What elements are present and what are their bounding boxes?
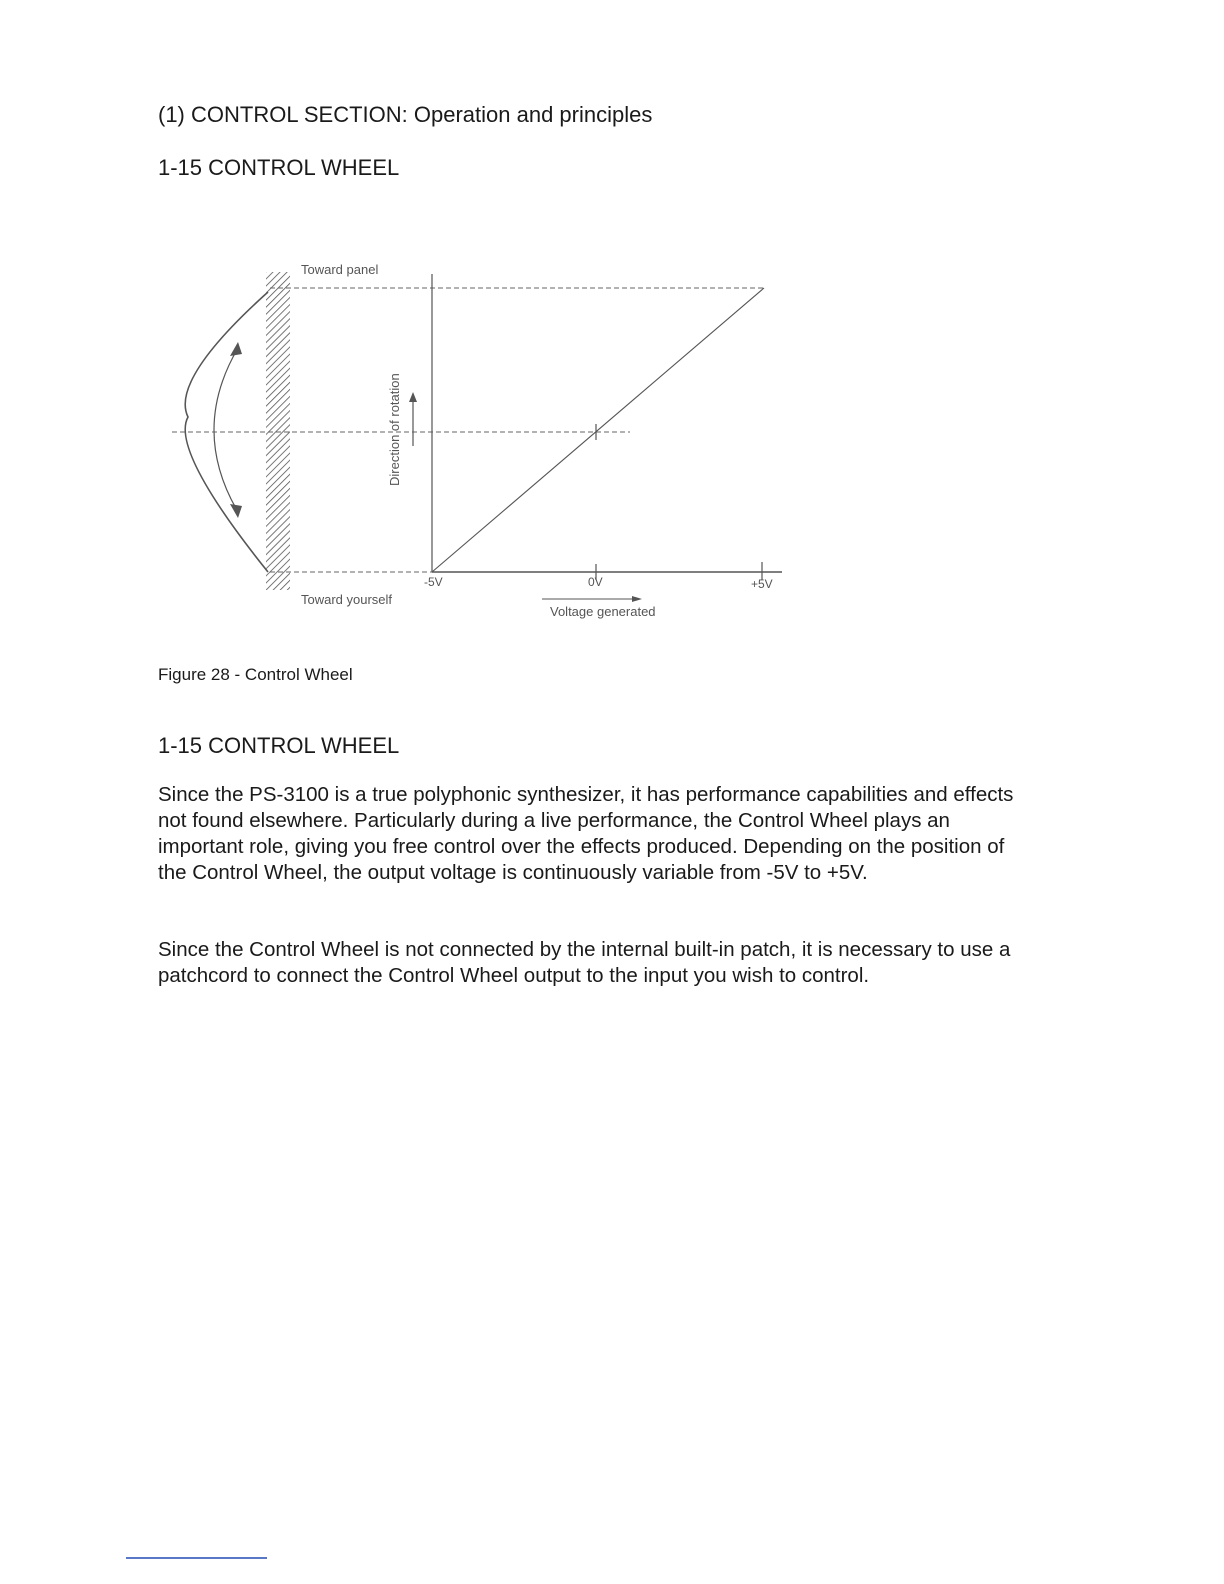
rotation-arrow-head-up	[230, 342, 242, 356]
tick-label-plus-5v: +5V	[751, 577, 773, 591]
label-direction-of-rotation: Direction of rotation	[387, 373, 402, 486]
footnote-rule	[126, 1557, 267, 1559]
figure-section-title: 1-15 CONTROL WHEEL	[158, 155, 400, 180]
control-wheel-diagram	[160, 250, 800, 630]
body-section-title: 1-15 CONTROL WHEEL	[158, 733, 400, 758]
rotation-arc-arrow	[214, 348, 238, 512]
direction-arrow-head	[409, 392, 417, 402]
figure-caption: Figure 28 - Control Wheel	[158, 665, 353, 684]
label-voltage-generated: Voltage generated	[550, 604, 656, 619]
tick-label-0v: 0V	[588, 575, 603, 589]
voltage-arrow-head	[632, 596, 642, 602]
panel-hatch	[266, 272, 290, 590]
body-paragraph-2: Since the Control Wheel is not connected by the internal built-in patch, it is necessary to use a patchcord to connect the Control Wheel output to the input you wish to control.	[158, 938, 1011, 987]
label-toward-yourself: Toward yourself	[301, 592, 393, 607]
control-wheel-figure	[160, 250, 800, 630]
tick-label-minus-5v: -5V	[424, 575, 443, 589]
body-paragraph-1: Since the PS-3100 is a true polyphonic synthesizer, it has performance capabilities and effects not found elsewhere. Particularly during a live performance, the Control Wheel plays an important role, giving you free control over the effects produced. Depending on the position of the Control Wheel, the output voltage is continuously variable from -5V to +5V.	[158, 783, 1014, 884]
voltage-response-line	[432, 288, 764, 572]
label-toward-panel: Toward panel	[301, 262, 379, 277]
rotation-arrow-head-down	[230, 504, 242, 518]
section-heading: (1) CONTROL SECTION: Operation and principles	[158, 102, 653, 127]
